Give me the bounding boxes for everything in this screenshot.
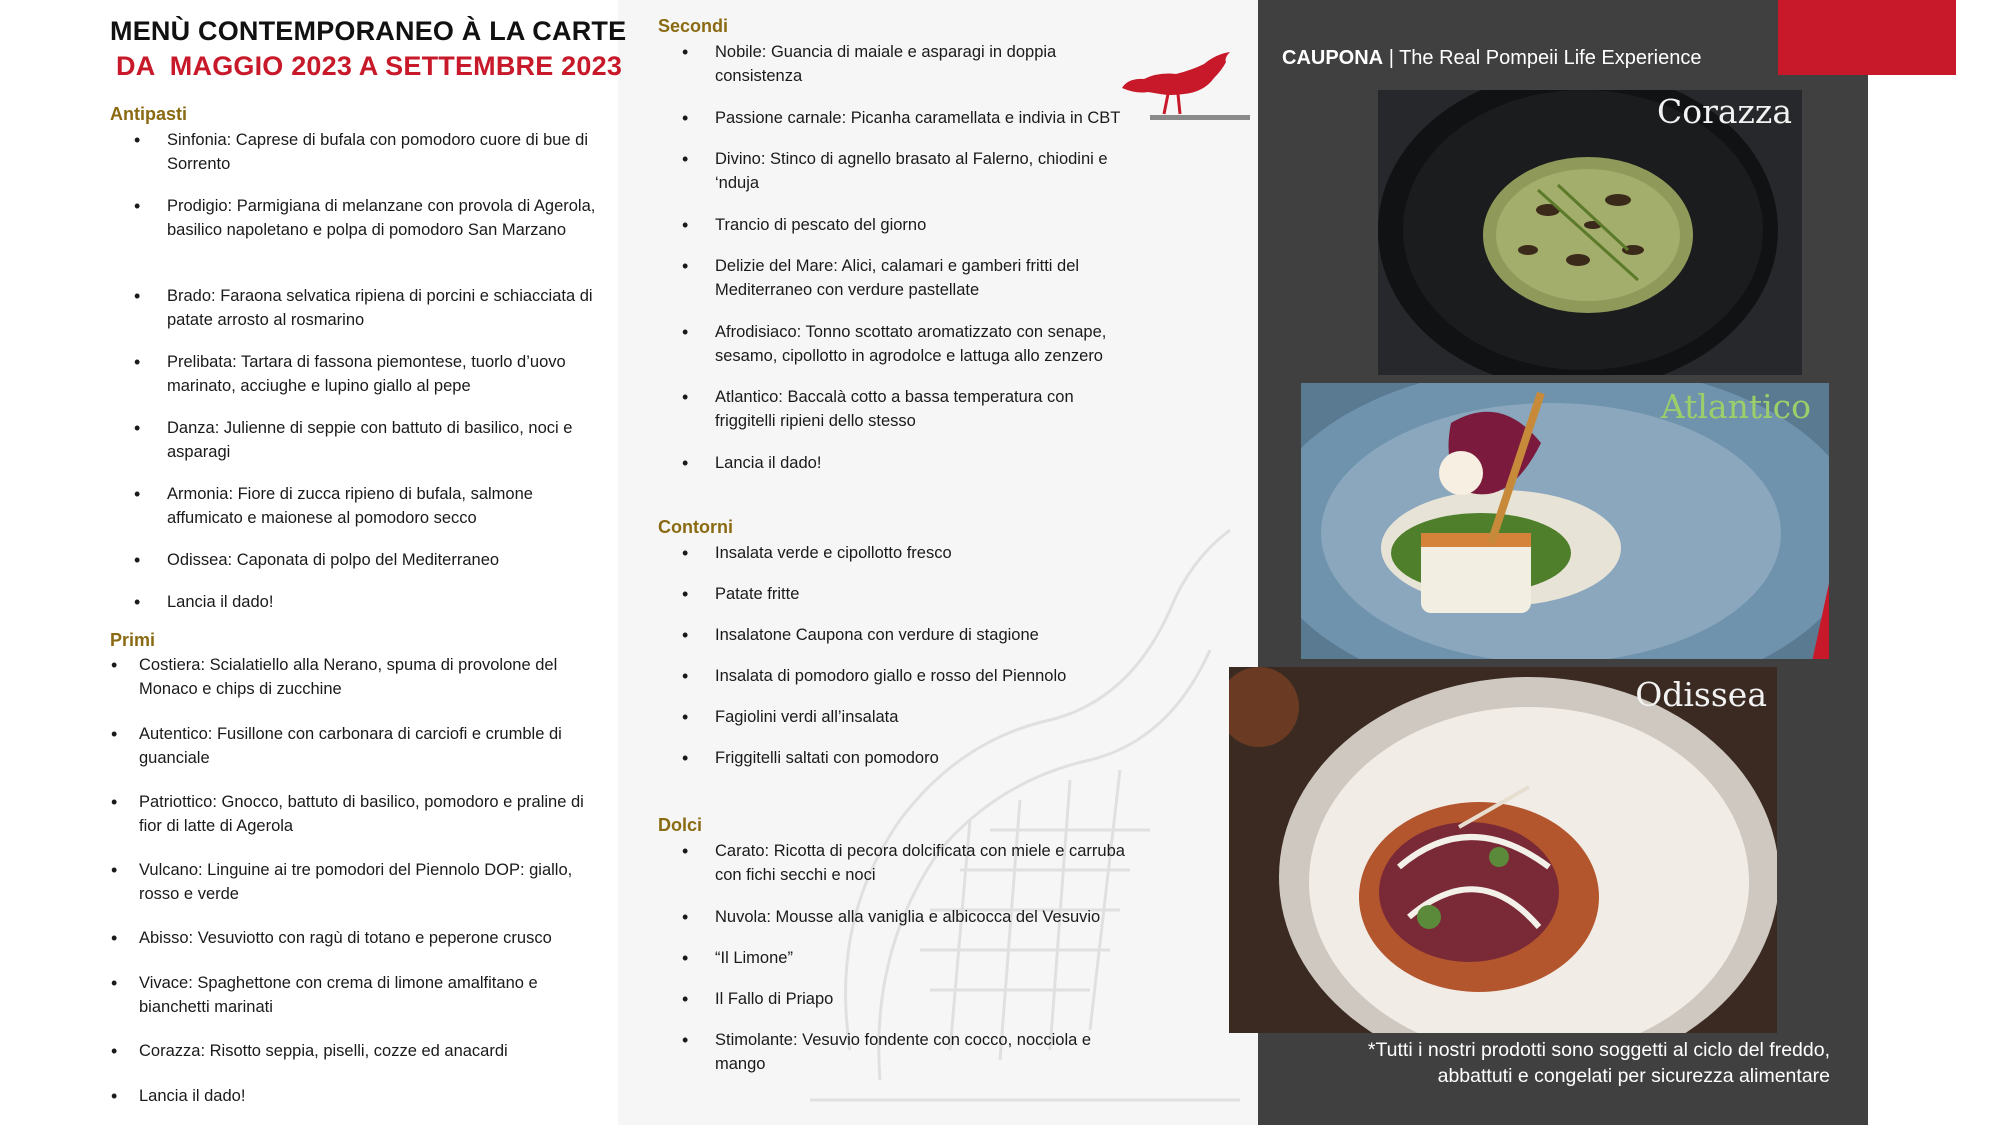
list-item: • Lancia il dado! — [111, 1086, 246, 1106]
list-item: • Patate fritte — [682, 584, 800, 604]
list-item: • Il Fallo di Priapo — [682, 989, 834, 1009]
footnote-line-2: abbattuti e congelati per sicurezza alimentare — [1437, 1065, 1830, 1087]
list-item: • Divino: Stinco di agnello brasato al Falerno, chiodini e ‘nduja — [682, 149, 1108, 192]
list-item: • Prodigio: Parmigiana di melanzane con provola di Agerola, basilico napoletano e polpa di pomodoro San Marzano — [134, 196, 596, 239]
contorni-list — [682, 541, 1135, 770]
primi-list — [111, 653, 601, 1108]
list-item: • Trancio di pescato del giorno — [682, 215, 927, 235]
list-item: • Friggitelli saltati con pomodoro — [682, 748, 939, 768]
bird-logo-icon — [1118, 48, 1250, 126]
menu-period: DA MAGGIO 2023 A SETTEMBRE 2023 — [116, 51, 623, 81]
primi-heading: Primi — [110, 630, 156, 650]
list-item: • Fagiolini verdi all’insalata — [682, 707, 899, 727]
list-item: • Brado: Faraona selvatica ripiena di porcini e schiacciata di patate arrosto al rosmarino — [134, 286, 593, 329]
footnote — [1290, 1037, 1830, 1089]
list-item: • Nuvola: Mousse alla vaniglia e albicocca del Vesuvio — [682, 907, 1101, 927]
antipasti-heading: Antipasti — [110, 104, 188, 124]
list-item: • Prelibata: Tartara di fassona piemontese, tuorlo d’uovo marinato, acciughe e lupino giallo al pepe — [134, 352, 566, 395]
dolci-heading: Dolci — [658, 815, 703, 835]
footnote-line-1: *Tutti i nostri prodotti sono soggetti al ciclo del freddo, — [1367, 1039, 1830, 1061]
list-item: • Stimolante: Vesuvio fondente con cocco, nocciola e mango — [682, 1030, 1092, 1073]
secondi-list — [682, 40, 1135, 475]
list-item: • Lancia il dado! — [134, 592, 274, 612]
list-item: • Insalatone Caupona con verdure di stagione — [682, 625, 1039, 645]
list-item: • “Il Limone” — [682, 948, 793, 968]
photo-label-atlantico: Atlantico — [1660, 387, 1811, 426]
list-item: • Delizie del Mare: Alici, calamari e gamberi fritti del Mediterraneo con verdure pastellate — [682, 256, 1080, 299]
brand-line — [1282, 47, 1701, 70]
list-item: • Nobile: Guancia di maiale e asparagi in doppia consistenza — [682, 42, 1057, 85]
list-item: • Costiera: Scialatiello alla Nerano, spuma di provolone del Monaco e chips di zucchine — [111, 655, 558, 698]
contorni-heading: Contorni — [658, 517, 733, 537]
photo-label-corazza: Corazza — [1656, 92, 1792, 131]
list-item: • Sinfonia: Caprese di bufala con pomodoro cuore di bue di Sorrento — [134, 130, 589, 173]
list-item: • Lancia il dado! — [682, 453, 822, 473]
list-item: • Vulcano: Linguine ai tre pomodori del Piennolo DOP: giallo, rosso e verde — [111, 860, 573, 903]
red-corner-block — [1778, 0, 1956, 75]
photo-odissea — [1229, 667, 1777, 1033]
list-item: • Abisso: Vesuviotto con ragù di totano e peperone crusco — [111, 928, 552, 948]
list-item: • Corazza: Risotto seppia, piselli, cozze ed anacardi — [111, 1041, 508, 1061]
list-item: • Carato: Ricotta di pecora dolcificata con miele e carruba con fichi secchi e noci — [682, 841, 1125, 884]
photo-corazza — [1378, 90, 1802, 375]
photo-label-odissea: Odissea — [1635, 675, 1767, 714]
list-item: • Atlantico: Baccalà cotto a bassa temperatura con friggitelli ripieni dello stesso — [682, 387, 1074, 430]
list-item: • Danza: Julienne di seppie con battuto di basilico, noci e asparagi — [134, 418, 573, 461]
list-item: • Insalata verde e cipollotto fresco — [682, 543, 952, 563]
list-item: • Passione carnale: Picanha caramellata e indivia in CBT — [682, 108, 1121, 128]
list-item: • Vivace: Spaghettone con crema di limone amalfitano e bianchetti marinati — [111, 973, 538, 1016]
list-item: • Odissea: Caponata di polpo del Mediterraneo — [134, 550, 500, 570]
brand-name: CAUPONA — [1282, 47, 1384, 69]
list-item: • Autentico: Fusillone con carbonara di carciofi e crumble di guanciale — [111, 724, 562, 767]
brand-tagline: The Real Pompeii Life Experience — [1399, 47, 1702, 69]
list-item: • Afrodisiaco: Tonno scottato aromatizzato con senape, sesamo, cipollotto in agrodolce e lattuga allo zenzero — [682, 322, 1107, 365]
dolci-list — [682, 839, 1135, 1076]
antipasti-list — [134, 128, 597, 614]
secondi-heading: Secondi — [658, 16, 729, 36]
list-item: • Patriottico: Gnocco, battuto di basilico, pomodoro e praline di fior di latte di Agerola — [111, 792, 584, 835]
list-item: • Insalata di pomodoro giallo e rosso del Piennolo — [682, 666, 1067, 686]
menu-title: MENÙ CONTEMPORANEO À LA CARTE — [110, 16, 627, 46]
photo-atlantico — [1301, 383, 1829, 659]
brand-separator: | — [1388, 47, 1394, 69]
list-item: • Armonia: Fiore di zucca ripieno di bufala, salmone affumicato e maionese al pomodoro secco — [134, 484, 533, 527]
